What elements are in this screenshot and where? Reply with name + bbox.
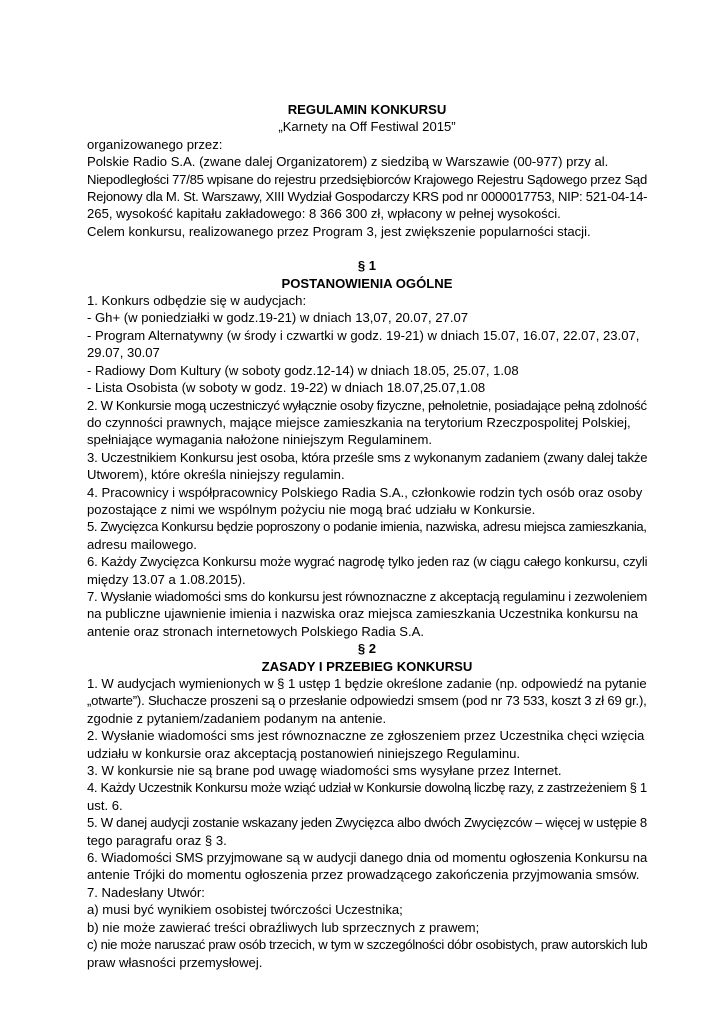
section-2-line: 4. Każdy Uczestnik Konkursu może wziąć udział w Konkursie dowolną liczbę razy, z zastrzeżeniem § 1 <box>87 780 647 796</box>
section-1-line: do czynności prawnych, mające miejsce zamieszkania na terytorium Rzeczpospolitej Polskiej, <box>87 414 631 430</box>
section-1-line: 7. Wysłanie wiadomości sms do konkursu jest równoznaczne z akceptacją regulaminu i zezwoleniem <box>87 588 648 604</box>
section-2-line: 6. Wiadomości SMS przyjmowane są w audycji danego dnia od momentu ogłoszenia Konkursu na <box>87 850 648 866</box>
section-1-line: pozostające z nimi we wspólnym pożyciu nie mogą brać udziału w Konkursie. <box>87 501 536 517</box>
section-1-line: adresu mailowego. <box>87 536 197 552</box>
intro-line: Polskie Radio S.A. (zwane dalej Organizatorem) z siedzibą w Warszawie (00-977) przy al. <box>87 154 609 170</box>
intro-line: 265, wysokość kapitału zakładowego: 8 366 300 zł, wpłacony w pełnej wysokości. <box>87 206 561 222</box>
intro-line: Niepodległości 77/85 wpisane do rejestru przedsiębiorców Krajowego Rejestru Sądowego przez Sąd <box>87 171 648 187</box>
section-1-line: - Lista Osobista (w soboty w godz. 19-22) w dniach 18.07,25.07,1.08 <box>87 380 486 396</box>
section-1-line: 29.07, 30.07 <box>87 345 160 361</box>
section-2-line: antenie Trójki do momentu ogłoszenia przez prowadzącego zakończenia przyjmowania smsów. <box>87 867 640 883</box>
section-1-line: Utworem), które określa niniejszy regulamin. <box>87 467 345 483</box>
section-1-line: antenie oraz stronach internetowych Polskiego Radia S.A. <box>87 623 424 639</box>
section-2-number: § 2 <box>357 641 377 657</box>
section-1-line: spełniające wymagania nałożone niniejszym Regulaminem. <box>87 432 432 448</box>
section-2-line: c) nie może naruszać praw osób trzecich, w tym w szczególności dóbr osobistych, praw autorskich lub <box>87 937 648 953</box>
section-2-line: tego paragrafu oraz § 3. <box>87 832 227 848</box>
section-2-line: a) musi być wynikiem osobistej twórczości Uczestnika; <box>87 902 403 918</box>
document-page <box>87 101 647 971</box>
section-2-line: zgodnie z pytaniem/zadaniem podanym na antenie. <box>87 710 387 726</box>
section-1-line: 1. Konkurs odbędzie się w audycjach: <box>87 293 307 309</box>
intro-line: organizowanego przez: <box>87 136 223 152</box>
section-1-line: - Radiowy Dom Kultury (w soboty godz.12-14) w dniach 18.05, 25.07, 1.08 <box>87 362 519 378</box>
section-2-line: ust. 6. <box>87 797 123 813</box>
section-2-line: praw własności przemysłowej. <box>87 954 263 970</box>
section-1-line: 4. Pracownicy i współpracownicy Polskiego Radia S.A., członkowie rodzin tych osób oraz osoby <box>87 484 643 500</box>
section-2-line: b) nie może zawierać treści obraźliwych lub sprzecznych z prawem; <box>87 919 480 935</box>
section-1-line: - Gh+ (w poniedziałki w godz.19-21) w dniach 13,07, 20.07, 27.07 <box>87 310 469 326</box>
spacer <box>87 240 647 257</box>
document-subtitle: „Karnety na Off Festiwal 2015” <box>278 119 456 135</box>
section-2-body <box>87 675 647 971</box>
section-1-number: § 1 <box>357 258 377 274</box>
section-2-line: 5. W danej audycji zostanie wskazany jeden Zwycięzca albo dwóch Zwycięzców – więcej w ustępie 8 <box>87 815 647 831</box>
section-2-line: „otwarte”). Słuchacze proszeni są o przesłanie odpowiedzi smsem (pod nr 73 533, koszt 3 zł 69 gr.), <box>87 693 647 709</box>
intro-block <box>87 136 647 240</box>
section-1-line: 2. W Konkursie mogą uczestniczyć wyłącznie osoby fizyczne, pełnoletnie, posiadające pełną zdolność <box>87 397 647 413</box>
section-1-line: na publiczne ujawnienie imienia i nazwiska oraz miejsca zamieszkania Uczestnika konkursu na <box>87 606 638 622</box>
section-2-line: 3. W konkursie nie są brane pod uwagę wiadomości sms wysyłane przez Internet. <box>87 763 562 779</box>
section-2-line: 2. Wysłanie wiadomości sms jest równoznaczne ze zgłoszeniem przez Uczestnika chęci wzięcia <box>87 728 645 744</box>
document-title: REGULAMIN KONKURSU <box>287 102 447 117</box>
intro-line: Celem konkursu, realizowanego przez Program 3, jest zwiększenie popularności stacji. <box>87 223 591 239</box>
section-2-line: udziału w konkursie oraz akceptacją postanowień niniejszego Regulaminu. <box>87 745 521 761</box>
section-1-line: 3. Uczestnikiem Konkursu jest osoba, która prześle sms z wykonanym zadaniem (zwany dalej także <box>87 449 648 465</box>
section-1-line: 5. Zwycięzca Konkursu będzie poproszony o podanie imienia, nazwiska, adresu miejsca zamieszkania, <box>87 519 647 535</box>
section-1-body <box>87 292 647 640</box>
section-1-line: - Program Alternatywny (w środy i czwartki w godz. 19-21) w dniach 15.07, 16.07, 22.07, 23.07, <box>87 327 640 343</box>
section-2-line: 1. W audycjach wymienionych w § 1 ustęp 1 będzie określone zadanie (np. odpowiedź na pytanie <box>87 676 647 691</box>
section-2-heading: ZASADY I PRZEBIEG KONKURSU <box>261 658 473 674</box>
section-1-heading: POSTANOWIENIA OGÓLNE <box>281 275 453 291</box>
section-1-line: 6. Każdy Zwycięzca Konkursu może wygrać nagrodę tylko jeden raz (w ciągu całego konkursu, czyli <box>87 554 648 570</box>
section-2-line: 7. Nadesłany Utwór: <box>87 884 205 900</box>
section-1-line: między 13.07 a 1.08.2015). <box>87 571 246 587</box>
intro-line: Rejonowy dla M. St. Warszawy, XIII Wydział Gospodarczy KRS pod nr 0000017753, NIP: 521-04-14- <box>87 189 648 205</box>
